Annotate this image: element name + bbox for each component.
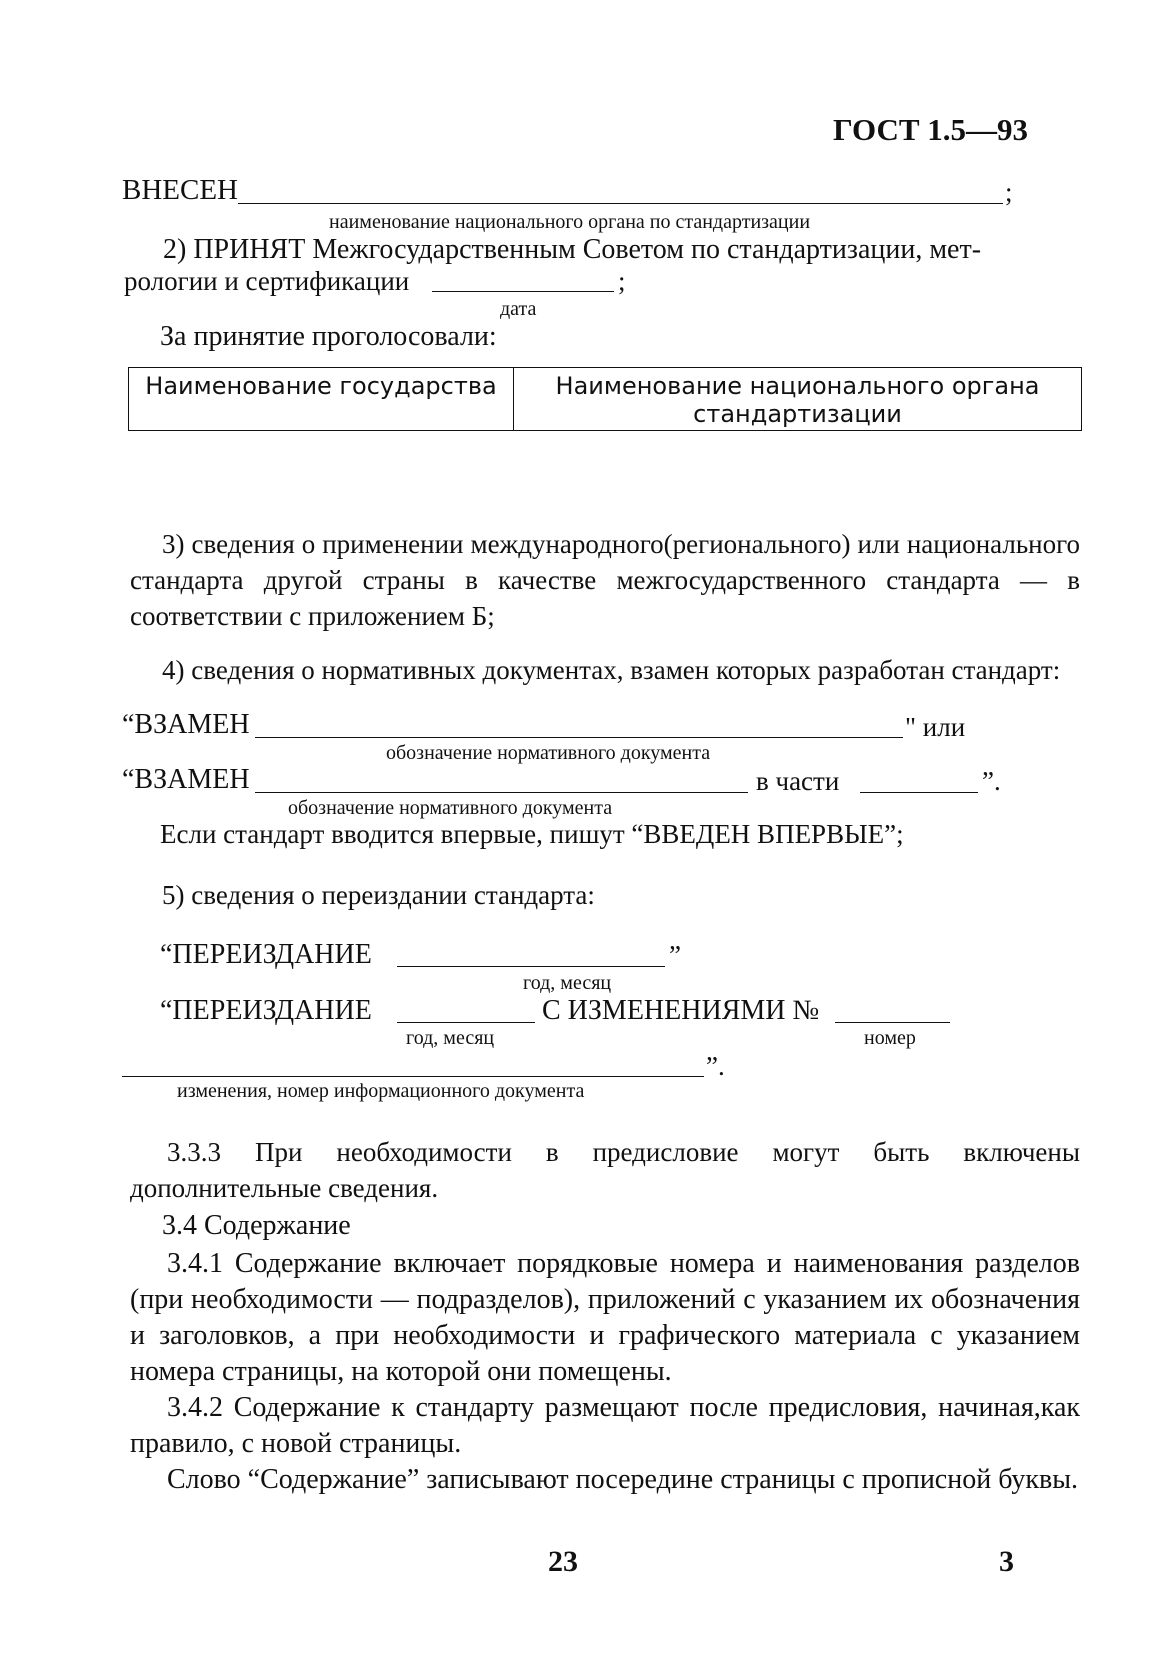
reissue-2-caption-number: номер <box>864 1027 916 1049</box>
paragraph-3-4-3-text: Слово “Содержание” записывают посередине страницы с прописной буквы. <box>167 1464 1079 1495</box>
paragraph-3-4-3 <box>130 1462 1080 1498</box>
section-3-4-title: 3.4 Содержание <box>162 1210 351 1241</box>
replace-1-caption: обозначение нормативного документа <box>386 742 711 764</box>
reissue-2-label: “ПЕРЕИЗДАНИЕ <box>160 995 372 1026</box>
reissue-1-line <box>397 966 665 967</box>
replace-2-label: “ВЗАМЕН <box>122 764 250 795</box>
replace-2-part-line <box>860 792 978 793</box>
reissue-2-caption-date: год, месяц <box>406 1027 495 1049</box>
accepted-date-caption: дата <box>500 298 537 320</box>
item-5-text: 5) сведения о переиздании стандарта: <box>162 880 595 910</box>
reissue-2-mid: С ИЗМЕНЕНИЯМИ № <box>542 995 820 1026</box>
voting-table <box>128 367 1082 431</box>
sheet-number: 3 <box>999 1545 1014 1578</box>
table-header-cell: Наименование национального органа стандартизации <box>514 368 1082 431</box>
introduced-blank-line <box>238 203 1003 204</box>
clause-3-3-3 <box>130 1134 1080 1206</box>
reissue-2-number-line <box>835 1022 950 1023</box>
paragraph-3-4-1-text: 3.4.1 Содержание включает порядковые номера и наименования разделов (при необходимости — подразделов), приложений с указанием их обозначения и заголовков, а при необходимости и графического материала с указанием номера страницы, на которой они помещены. <box>130 1248 1080 1387</box>
replace-2-line <box>255 792 748 793</box>
clause-3-3-3-text: 3.3.3 При необходимости в предисловие могут быть включены дополнительные сведения. <box>130 1137 1080 1203</box>
item-3-paragraph <box>130 526 1080 634</box>
reissue-1-caption: год, месяц <box>523 972 612 994</box>
page-number: 23 <box>548 1545 578 1578</box>
paragraph-3-4-2 <box>130 1390 1080 1462</box>
paragraph-3-4-2-text: 3.4.2 Содержание к стандарту размещают после предисловия, начиная,как правило, с новой страницы. <box>130 1392 1080 1459</box>
reissue-2-date-line <box>397 1022 535 1023</box>
accepted-line-1: 2) ПРИНЯТ Межгосударственным Советом по стандартизации, мет- <box>163 234 982 265</box>
replace-2-mid: в части <box>756 766 840 796</box>
replace-2-caption: обозначение нормативного документа <box>288 797 613 819</box>
accepted-end-mark: ; <box>618 266 626 296</box>
accepted-date-line <box>432 291 614 292</box>
table-header-cell: Наименование государства <box>129 368 514 431</box>
standard-id: ГОСТ 1.5—93 <box>833 112 1029 147</box>
introduced-label: ВНЕСЕН <box>122 174 238 206</box>
replace-2-end: ”. <box>982 766 1001 796</box>
paragraph-3-4-1 <box>130 1246 1080 1390</box>
item-4-paragraph <box>130 652 1080 688</box>
accepted-line-2: рологии и сертификации <box>124 266 410 296</box>
replace-1-line <box>255 737 903 738</box>
replace-1-label: “ВЗАМЕН <box>122 709 250 740</box>
table-header-row <box>129 368 1082 431</box>
reissue-1-end: ” <box>669 940 681 970</box>
reissue-3-end: ”. <box>706 1051 725 1081</box>
introduced-end-mark: ; <box>1005 177 1013 207</box>
reissue-1-label: “ПЕРЕИЗДАНИЕ <box>160 939 372 970</box>
item-3-text: 3) сведения о применении международного(регионального) или национального стандарта другой страны в качестве межгосударственного стандарта — в соответствии с приложением Б; <box>130 529 1080 631</box>
introduced-caption: наименование национального органа по стандартизации <box>329 211 811 233</box>
first-time-note: Если стандарт вводится впервые, пишут “ВВЕДЕН ВПЕРВЫЕ”; <box>160 819 904 849</box>
reissue-3-caption: изменения, номер информационного документа <box>177 1080 585 1102</box>
reissue-3-line <box>122 1076 704 1077</box>
voted-label: За принятие проголосовали: <box>160 321 497 352</box>
replace-1-end: " или <box>905 712 966 742</box>
item-4-text: 4) сведения о нормативных документах, взамен которых разработан стандарт: <box>162 655 1061 685</box>
